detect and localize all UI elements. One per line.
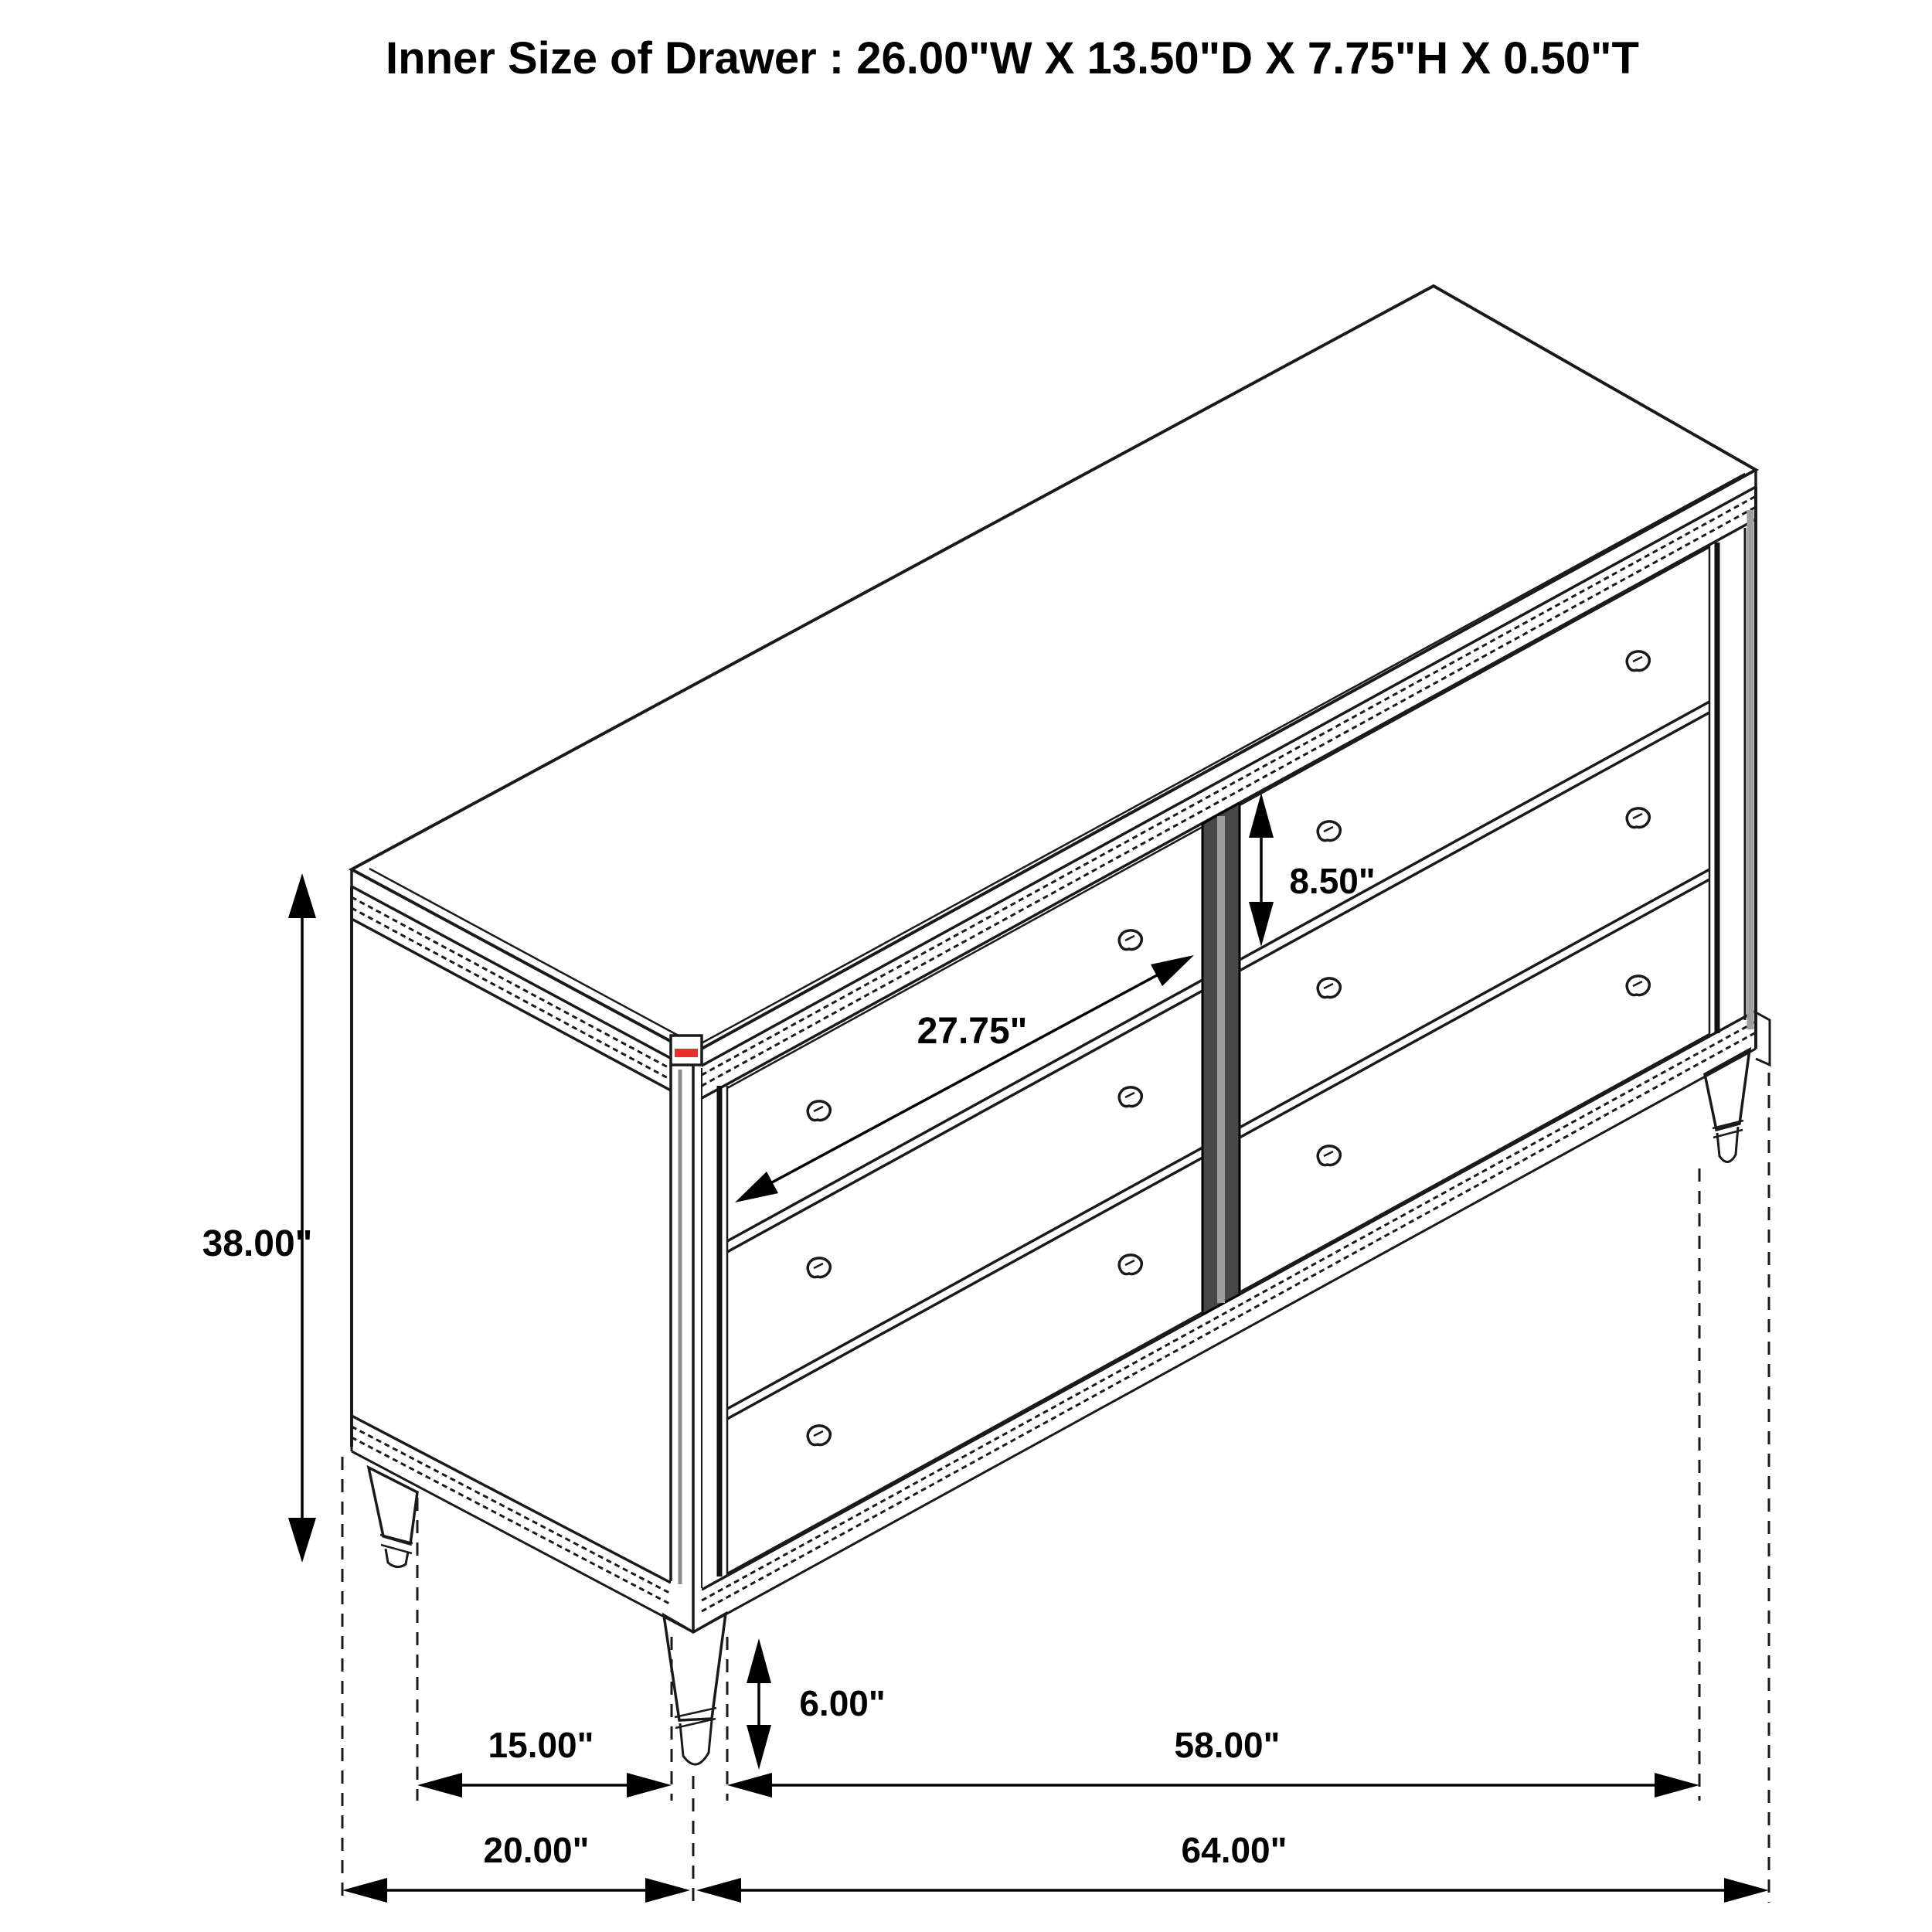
knob-icon [1627,976,1649,995]
dim-label-overall-height: 38.00" [202,1223,313,1264]
dim-label-front-leg-span: 58.00" [1174,1725,1281,1765]
knob-icon [1318,821,1340,841]
extension-lines [342,1073,1769,1903]
dim-leg-height [747,1638,886,1770]
dim-side-leg-span [417,1725,672,1798]
leg-front-right [1705,1049,1750,1162]
leg-front-center [664,1614,726,1764]
dim-overall-height [202,873,316,1563]
dim-overall-width [696,1830,1769,1903]
dim-label-drawer-height: 8.50" [1289,861,1376,901]
corner-post-red-accent [675,1049,698,1057]
top-face-bevel-line [369,474,1745,1046]
knob-icon [1318,978,1340,998]
dim-label-overall-depth: 20.00" [483,1830,590,1870]
knob-icon [1627,808,1649,828]
center-stile [1202,803,1240,1315]
front-right-corner-post [1745,487,1756,1049]
diagram-title: Inner Size of Drawer : 26.00"W X 13.50"D X 7.75"H X 0.50"T [386,33,1639,83]
dresser-drawing [352,286,1770,1764]
front-left-corner-post [671,1036,702,1632]
case-bottom-edge [352,1049,1756,1632]
dim-label-drawer-diagonal: 27.75" [917,1011,1028,1052]
knob-icon [808,1426,830,1445]
dim-label-side-leg-span: 15.00" [488,1725,594,1765]
knob-icon [1627,651,1649,671]
knob-icon [1119,1255,1141,1274]
top-face [352,286,1756,1053]
knob-icon [808,1258,830,1277]
dim-label-leg-height: 6.00" [799,1683,886,1723]
knob-icon [1119,1087,1141,1107]
knob-icon [1119,930,1141,950]
dim-drawer-height [1249,793,1376,947]
leg-right-back [1756,1012,1770,1065]
dimensions [202,793,1769,1903]
dim-label-overall-width: 64.00" [1181,1830,1287,1870]
dim-front-leg-span [727,1725,1699,1798]
dim-overall-depth [342,1830,690,1903]
knob-icon [808,1101,830,1121]
knob-icon [1318,1146,1340,1165]
